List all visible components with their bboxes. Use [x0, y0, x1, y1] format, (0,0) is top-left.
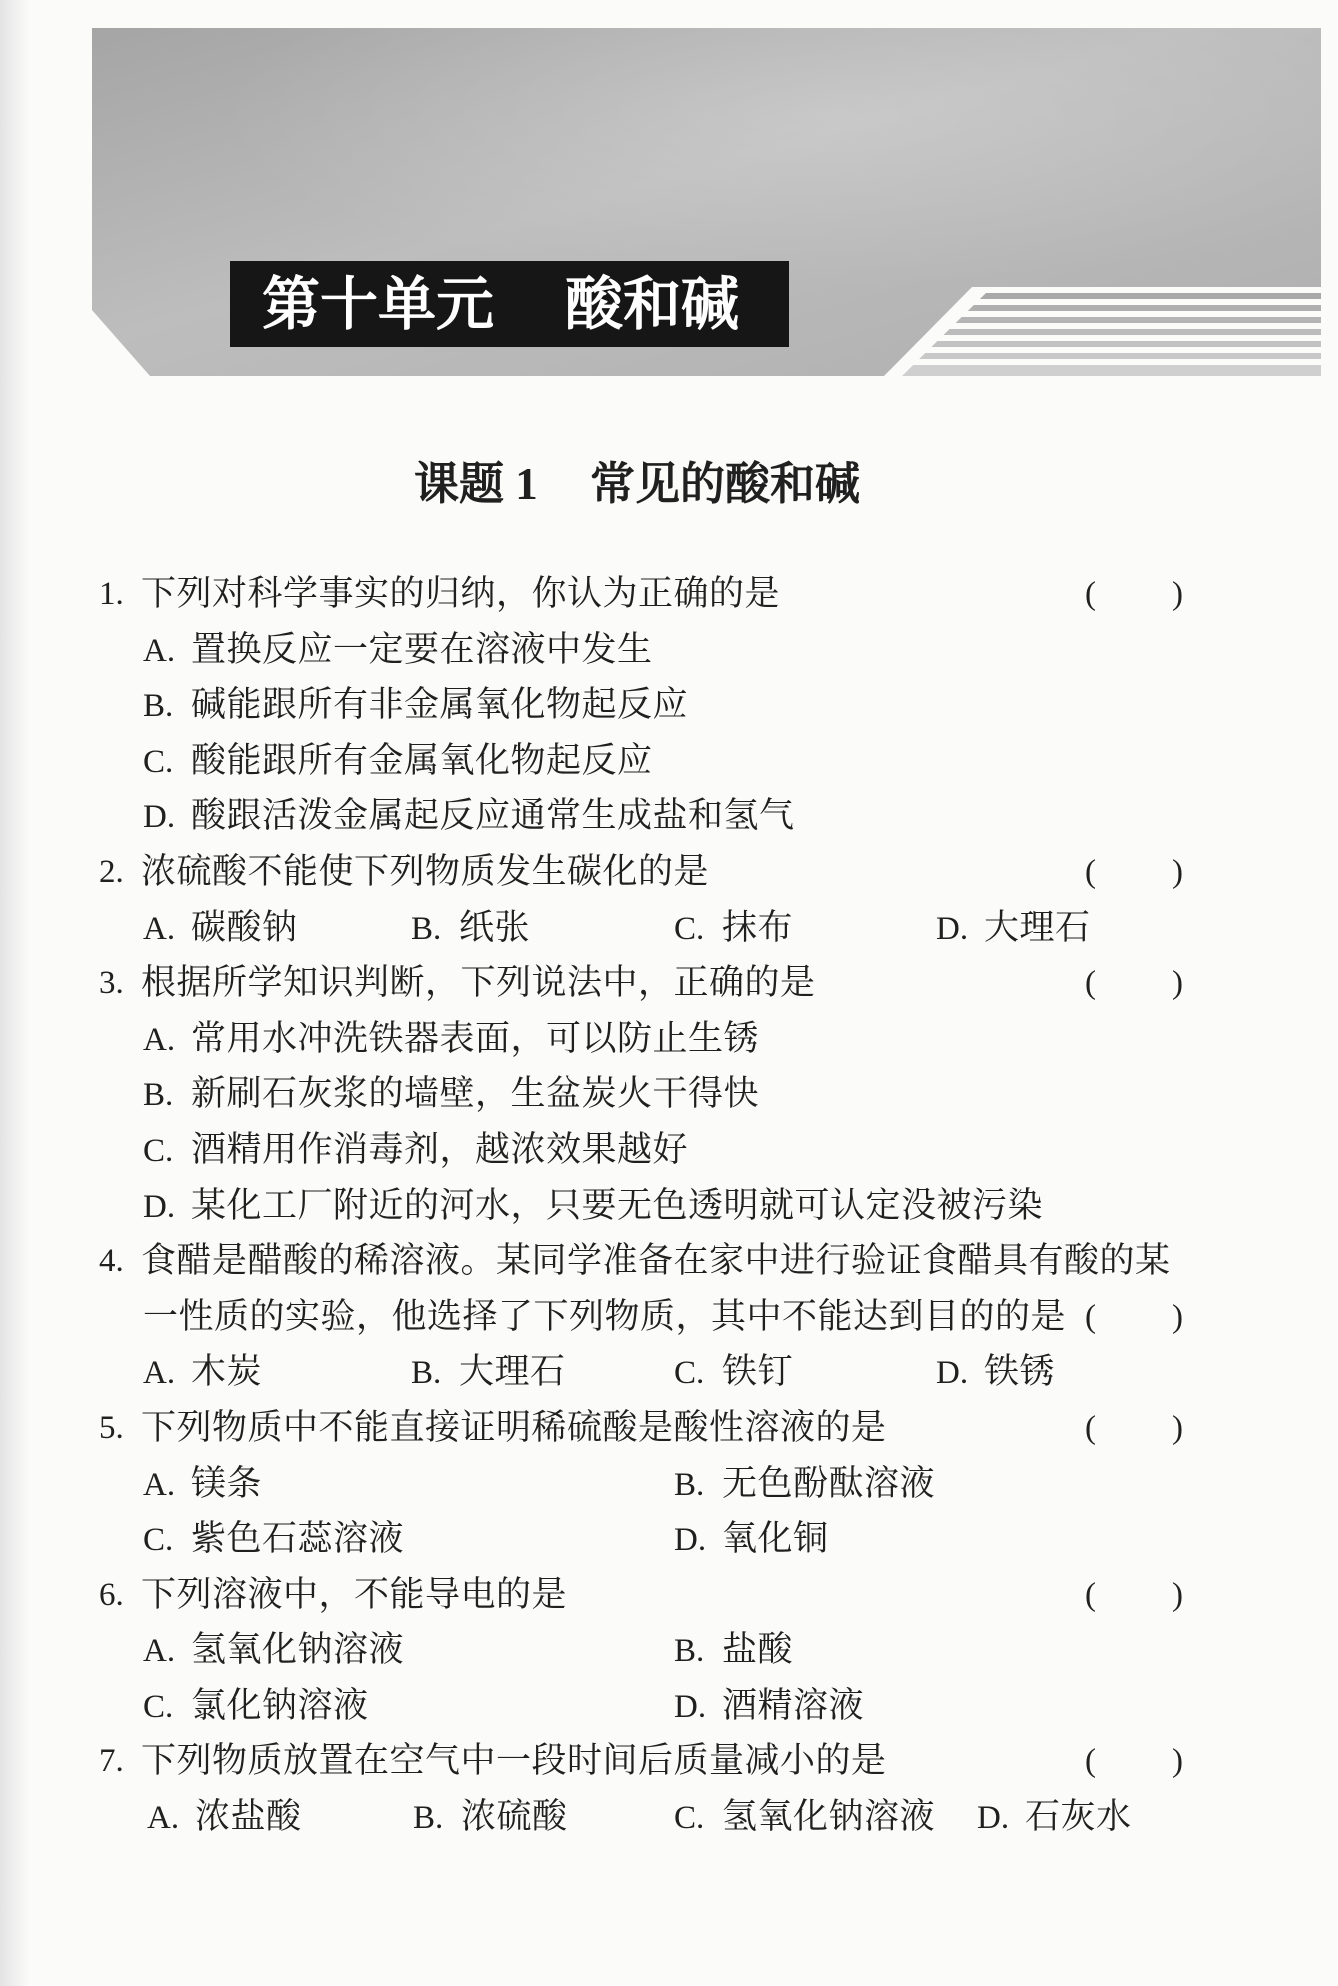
- question-number: 2.: [99, 853, 124, 890]
- option-row: [0, 734, 1338, 790]
- option-a: [143, 901, 298, 958]
- option-text: 浓盐酸: [195, 1797, 302, 1838]
- option-a: [143, 1012, 759, 1069]
- option-label: B.: [411, 910, 442, 947]
- option-row: [0, 1179, 1338, 1235]
- section-title: [0, 457, 1338, 511]
- answer-paren-open: (: [1085, 1298, 1096, 1335]
- option-label: C.: [143, 743, 174, 780]
- option-label: D.: [674, 1522, 707, 1559]
- question-number: 4.: [99, 1243, 124, 1280]
- question-5: [0, 1401, 1338, 1568]
- unit-title-box: [230, 261, 789, 347]
- option-d: [143, 789, 795, 846]
- option-text: 紫色石蕊溶液: [191, 1519, 405, 1560]
- answer-paren-close: ): [1172, 1298, 1183, 1335]
- option-label: A.: [147, 1800, 180, 1837]
- option-row: [0, 1790, 1338, 1846]
- question-number: 3.: [99, 965, 124, 1002]
- answer-paren-open: (: [1085, 853, 1096, 890]
- option-label: A.: [143, 1355, 176, 1392]
- option-row: [0, 1679, 1338, 1735]
- option-row: [0, 1123, 1338, 1179]
- option-b: [143, 1067, 759, 1124]
- question-2: [0, 845, 1338, 956]
- option-d: [143, 1179, 1043, 1236]
- banner-stripe: [880, 329, 1338, 335]
- option-b: [413, 1790, 568, 1847]
- option-text: 大理石: [459, 1352, 566, 1393]
- option-text: 新刷石灰浆的墙壁，生盆炭火干得快: [191, 1074, 760, 1115]
- option-c: [674, 1790, 935, 1847]
- option-text: 酸跟活泼金属起反应通常生成盐和氢气: [191, 796, 795, 837]
- answer-paren-open: (: [1085, 1576, 1096, 1613]
- option-d: [674, 1679, 864, 1736]
- option-label: B.: [143, 688, 174, 725]
- option-label: A.: [143, 632, 176, 669]
- option-a: [143, 623, 653, 680]
- option-label: A.: [143, 1466, 176, 1503]
- banner-stripe: [880, 341, 1338, 347]
- option-text: 纸张: [459, 907, 531, 948]
- option-c: [143, 734, 653, 791]
- option-label: B.: [411, 1355, 442, 1392]
- option-label: B.: [674, 1633, 705, 1670]
- option-row: [0, 1623, 1338, 1679]
- option-label: D.: [674, 1688, 707, 1725]
- question-number: 5.: [99, 1409, 124, 1446]
- question-stem-continued: [0, 1290, 1338, 1346]
- question-text: 食醋是醋酸的稀溶液。某同学准备在家中进行验证食醋具有酸的某: [141, 1241, 1171, 1282]
- unit-title: 酸和碱: [565, 270, 740, 338]
- question-stem: [0, 1234, 1338, 1290]
- option-label: A.: [143, 1021, 176, 1058]
- option-label: D.: [977, 1800, 1010, 1837]
- option-text: 石灰水: [1025, 1797, 1132, 1838]
- option-b: [674, 1623, 793, 1680]
- option-text: 常用水冲洗铁器表面，可以防止生锈: [191, 1018, 760, 1059]
- banner-stripe: [880, 365, 1338, 376]
- question-text: 下列物质放置在空气中一段时间后质量减小的是: [141, 1741, 887, 1782]
- option-b: [411, 901, 530, 958]
- question-7: [0, 1734, 1338, 1845]
- option-text: 氢氧化钠溶液: [722, 1797, 936, 1838]
- option-text: 酸能跟所有金属氧化物起反应: [191, 740, 653, 781]
- question-stem: [0, 956, 1338, 1012]
- option-label: C.: [143, 1522, 174, 1559]
- option-row: [0, 1457, 1338, 1513]
- question-4: [0, 1234, 1338, 1401]
- option-text: 无色酚酞溶液: [722, 1463, 936, 1504]
- option-label: B.: [143, 1077, 174, 1114]
- option-c: [143, 1679, 369, 1736]
- option-text: 浓硫酸: [461, 1797, 568, 1838]
- option-label: D.: [936, 1355, 969, 1392]
- option-label: B.: [674, 1466, 705, 1503]
- option-d: [977, 1790, 1132, 1847]
- question-stem: [0, 1401, 1338, 1457]
- option-row: [0, 789, 1338, 845]
- answer-paren-close: ): [1172, 576, 1183, 612]
- option-d: [674, 1512, 829, 1569]
- question-text: 根据所学知识判断，下列说法中，正确的是: [141, 963, 816, 1004]
- option-label: C.: [674, 1355, 705, 1392]
- option-text: 酒精用作消毒剂，越浓效果越好: [191, 1129, 689, 1170]
- option-a: [143, 1623, 404, 1680]
- answer-paren-close: ): [1172, 853, 1183, 890]
- option-d: [936, 901, 1091, 958]
- option-text: 碳酸钠: [191, 907, 298, 948]
- question-text: 下列物质中不能直接证明稀硫酸是酸性溶液的是: [141, 1407, 887, 1448]
- option-label: C.: [143, 1132, 174, 1169]
- option-label: B.: [413, 1800, 444, 1837]
- question-list: [0, 567, 1338, 1846]
- question-stem: [0, 845, 1338, 901]
- option-b: [411, 1345, 566, 1402]
- question-number: 7.: [99, 1743, 124, 1780]
- option-text: 氢氧化钠溶液: [191, 1630, 405, 1671]
- banner-stripe: [880, 317, 1338, 323]
- answer-paren-open: (: [1085, 1409, 1096, 1446]
- question-6: [0, 1568, 1338, 1735]
- option-c: [143, 1123, 688, 1180]
- option-row: [0, 901, 1338, 957]
- option-d: [936, 1345, 1055, 1402]
- answer-paren-open: (: [1085, 576, 1096, 612]
- question-stem: [0, 567, 1338, 623]
- option-b: [143, 678, 688, 735]
- answer-paren-close: ): [1172, 1576, 1183, 1613]
- option-text: 镁条: [191, 1463, 263, 1504]
- option-text: 置换反应一定要在溶液中发生: [191, 629, 653, 670]
- option-text: 氧化铜: [722, 1519, 829, 1560]
- option-a: [147, 1790, 302, 1847]
- question-text: 浓硫酸不能使下列物质发生碳化的是: [141, 851, 710, 892]
- option-row: [0, 1345, 1338, 1401]
- option-label: D.: [143, 799, 176, 836]
- section-number: 课题 1: [414, 459, 538, 509]
- option-a: [143, 1457, 262, 1514]
- answer-paren-close: ): [1172, 965, 1183, 1002]
- answer-paren-close: ): [1172, 1409, 1183, 1446]
- unit-label: 第十单元: [262, 270, 495, 338]
- option-row: [0, 1512, 1338, 1568]
- option-b: [674, 1457, 935, 1514]
- question-stem: [0, 1734, 1338, 1790]
- option-row: [0, 1012, 1338, 1068]
- option-label: D.: [143, 1188, 176, 1225]
- option-row: [0, 623, 1338, 679]
- option-text: 铁锈: [984, 1352, 1056, 1393]
- answer-paren-open: (: [1085, 965, 1096, 1002]
- option-label: C.: [674, 1800, 705, 1837]
- option-label: D.: [936, 910, 969, 947]
- option-label: A.: [143, 1633, 176, 1670]
- option-label: C.: [143, 1688, 174, 1725]
- option-c: [143, 1512, 404, 1569]
- option-text: 碱能跟所有非金属氧化物起反应: [191, 685, 689, 726]
- option-text: 某化工厂附近的河水，只要无色透明就可认定没被污染: [191, 1185, 1044, 1226]
- option-c: [674, 1345, 793, 1402]
- option-text: 盐酸: [722, 1630, 794, 1671]
- option-label: C.: [674, 910, 705, 947]
- answer-paren-close: ): [1172, 1743, 1183, 1780]
- question-stem: [0, 1568, 1338, 1624]
- question-1: [0, 567, 1338, 845]
- option-text: 抹布: [722, 907, 794, 948]
- option-text: 大理石: [984, 907, 1091, 948]
- question-number: 1.: [99, 576, 124, 612]
- option-text: 木炭: [191, 1352, 263, 1393]
- banner-stripe: [880, 353, 1338, 359]
- option-c: [674, 901, 793, 958]
- option-label: A.: [143, 910, 176, 947]
- option-a: [143, 1345, 262, 1402]
- section-name: 常见的酸和碱: [590, 457, 861, 510]
- option-row: [0, 678, 1338, 734]
- option-text: 铁钉: [722, 1352, 794, 1393]
- question-number: 6.: [99, 1576, 124, 1613]
- option-text: 氯化钠溶液: [191, 1685, 369, 1726]
- question-text: 下列对科学事实的归纳，你认为正确的是: [141, 574, 781, 614]
- answer-paren-open: (: [1085, 1743, 1096, 1780]
- option-row: [0, 1067, 1338, 1123]
- option-text: 酒精溶液: [722, 1685, 865, 1726]
- question-text: 一性质的实验，他选择了下列物质，其中不能达到目的的是: [143, 1296, 1067, 1337]
- question-3: [0, 956, 1338, 1234]
- question-text: 下列溶液中，不能导电的是: [141, 1574, 568, 1615]
